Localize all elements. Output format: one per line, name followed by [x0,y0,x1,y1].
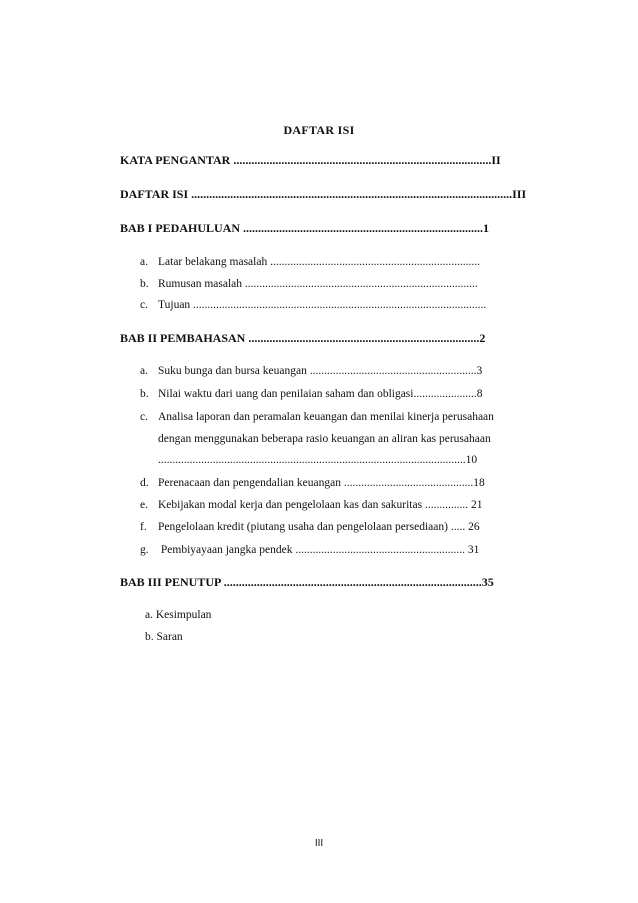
toc-entry-bab-2: BAB II PEMBAHASAN .............................................................................2 [120,331,486,345]
subentry-letter: a. [140,256,148,268]
toc-subentry-bab3-a: a. Kesimpulan [145,609,212,621]
subentry-text: Latar belakang masalah ......................................................................... [158,256,480,268]
subentry-letter: g. [140,544,149,556]
toc-subentry-bab1-a [140,254,530,270]
toc-subentry-bab2-b [140,386,526,402]
subentry-letter: a. [140,365,148,377]
toc-subentry-bab1-c [140,297,532,313]
toc-entry-kata-pengantar: KATA PENGANTAR ......................................................................................II [120,153,501,167]
subentry-letter: b. [140,278,149,290]
subentry-text: Pengelolaan kredit (piutang usaha dan pengelolaan persediaan) ..... 26 [158,521,480,533]
subentry-letter: b. [140,388,149,400]
toc-entry-daftar-isi: DAFTAR ISI ...........................................................................................................III [120,187,527,201]
toc-subentry-bab2-e [140,497,524,513]
subentry-letter: c. [140,411,148,423]
page-title: DAFTAR ISI [283,123,355,137]
subentry-text: Nilai waktu dari uang dan penilaian saham dan obligasi......................8 [158,388,483,400]
subentry-text: Kebijakan modal kerja dan pengelolaan kas dan sakuritas ............... 21 [158,499,483,511]
subentry-text: Suku bunga dan bursa keuangan ..........................................................3 [158,365,483,377]
toc-subentry-bab2-c-page: ...........................................................................................................10 [158,454,478,466]
toc-subentry-bab2-g [140,542,524,558]
subentry-letter: f. [140,521,147,533]
toc-subentry-bab2-c [140,409,536,425]
toc-entry-bab-1: BAB I PEDAHULUAN ................................................................................1 [120,221,490,235]
subentry-text: Pembiyayaan jangka pendek ........................................................... 31 [158,544,480,556]
subentry-text: Rumusan masalah ................................................................................. [158,278,478,290]
page-number: III [314,838,324,849]
subentry-text: Tujuan ...................................................................................................... [158,299,487,311]
toc-subentry-bab2-a [140,363,526,379]
subentry-letter: c. [140,299,148,311]
toc-subentry-bab3-b: b. Saran [145,631,183,643]
toc-entry-bab-3: BAB III PENUTUP ......................................................................................35 [120,575,494,589]
subentry-letter: d. [140,477,149,489]
subentry-text: Perenacaan dan pengendalian keuangan .............................................18 [158,477,485,489]
subentry-text: Analisa laporan dan peramalan keuangan dan menilai kinerja perusahaan [158,411,494,423]
toc-subentry-bab1-b [140,276,530,292]
toc-subentry-bab2-d [140,475,520,491]
toc-subentry-bab2-c-continuation: dengan menggunakan beberapa rasio keuangan an aliran kas perusahaan [158,433,491,445]
toc-subentry-bab2-f [140,519,526,535]
subentry-letter: e. [140,499,148,511]
